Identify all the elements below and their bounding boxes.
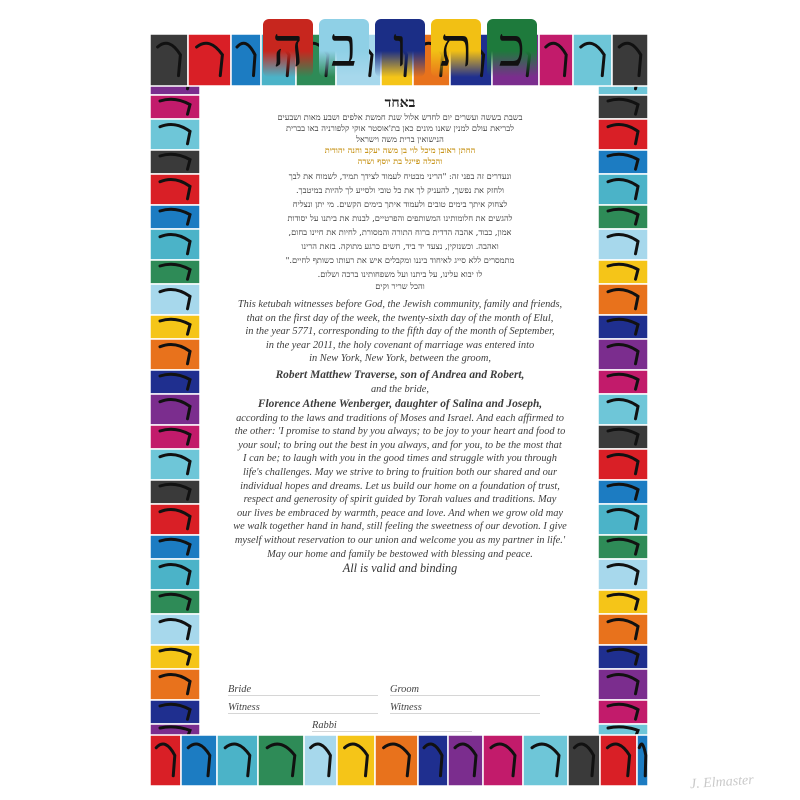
hebrew-line: ואהבה. וכשנזקין, נצעד יד ביד, חשים כרגע מתוקה. בזאת הרינו xyxy=(301,241,499,251)
border-block xyxy=(337,735,375,786)
english-closing: All is valid and binding xyxy=(342,561,458,576)
hebrew-line: להגשים את חלומותינו המשותפים והפרטיים, לבנות את ביתנו על יסודות xyxy=(287,213,513,223)
english-line: in the year 5771, corresponding to the fifth day of the month of September, xyxy=(245,326,555,338)
artist-signature: J. Elmaster xyxy=(689,772,755,793)
english-line: in the year 2011, the holy covenant of marriage was entered into xyxy=(265,339,535,351)
hebrew-title: באחד xyxy=(384,95,416,111)
bride-signature-label: Bride xyxy=(228,684,252,695)
border-block xyxy=(568,735,600,786)
groom-signature-line[interactable] xyxy=(390,684,540,696)
english-line: that on the first day of the week, the twenty-sixth day of the month of Elul, xyxy=(246,312,554,324)
border-block xyxy=(600,735,637,786)
hebrew-line: ולחזק את נפשך, להעניק לך את כל טובי ולסייע לך להיות במיטבך. xyxy=(295,185,505,195)
rabbi-label: Rabbi xyxy=(312,720,337,731)
witness-2-label: Witness xyxy=(390,702,422,713)
heading-letter: ת xyxy=(431,19,481,77)
english-line: individual hopes and dreams. Let us build our home on a foundation of trust, xyxy=(240,480,560,492)
border-block xyxy=(448,735,483,786)
english-line: life's challenges. May we strive to bring to fruition both our shared and our xyxy=(242,466,558,478)
english-line: May our home and family be bestowed with blessing and peace. xyxy=(267,548,533,560)
hebrew-line: ונעדרים זה בפני זה: "הריני מבטיח לעמוד לצידך תמיד, לשמוח את לבך xyxy=(288,171,512,181)
hebrew-line: לו יבוא עלינו, על ביתנו ועל משפחותינו ברכה ושלום. xyxy=(317,269,483,279)
english-line: I can be; to laugh with you in the good times and struggle with you through xyxy=(243,453,557,465)
border-block xyxy=(150,735,181,786)
english-line: our lives be embraced by warmth, peace and love. And when we grow old may xyxy=(236,507,564,519)
border-block xyxy=(483,735,523,786)
english-line: the other: 'I promise to stand by you always; to be joy to your heart and food to xyxy=(234,426,566,438)
heading-letter: ו xyxy=(375,19,425,77)
witness-1-signature-line[interactable] xyxy=(228,702,378,714)
english-line: your soul; to bring out the best in you always, and for you, to be the most that xyxy=(238,439,562,451)
english-line: according to the laws and traditions of Moses and Israel. And each affirmed to xyxy=(236,412,564,424)
hebrew-closing: והכל שריר וקים xyxy=(375,281,425,291)
border-block xyxy=(523,735,568,786)
border-block xyxy=(181,735,217,786)
english-line: This ketubah witnesses before God, the Jewish community, family and friends, xyxy=(237,299,563,310)
hebrew-groom-name: החתן ראובן מיכל לוי בן משה יעקב וחנה יהודית xyxy=(324,145,476,155)
border-block xyxy=(375,735,418,786)
ketubah-text xyxy=(208,94,592,576)
bride-name: Florence Athene Wenberger, daughter of Salina and Joseph, xyxy=(257,397,543,410)
hebrew-line: לבריאת עולם למנין שאנו מונים כאן בת'אוסטר אוקי קלפורניה באו בברית xyxy=(286,123,514,133)
hebrew-line: אמון, כבוד, אהבה הדדית ברוח התורה והמסורת, לחיות את חיינו בחום, xyxy=(288,227,512,237)
hebrew-line: הנישואין ברית משה וישראל xyxy=(356,134,444,144)
witness-1-label: Witness xyxy=(228,702,260,713)
border-block xyxy=(217,735,258,786)
heading-letter: ה xyxy=(263,19,313,77)
rabbi-signature-line[interactable] xyxy=(312,720,472,732)
border-block xyxy=(418,735,448,786)
english-line: respect and generosity of spirit guided by Torah values and traditions. May xyxy=(243,494,557,506)
bride-signature-line[interactable] xyxy=(228,684,378,696)
english-intro xyxy=(208,298,592,366)
hebrew-intro xyxy=(208,112,592,145)
hebrew-line: בשבת בששה ועשרים יום לחדש אלול שנת חמשת אלפים ושבע מאות ושבעים xyxy=(277,112,523,122)
ketubah-heading xyxy=(0,8,800,88)
hebrew-bride-name: והכלה פייגל בת יוסף ושרה xyxy=(357,156,443,166)
english-vows xyxy=(208,412,592,562)
hebrew-vows xyxy=(208,169,592,281)
heading-letter: כ xyxy=(487,19,537,77)
groom-signature-label: Groom xyxy=(390,684,420,695)
and-the-bride: and the bride, xyxy=(370,383,429,395)
hebrew-line: לצחוק איתך בימים טובים ולעמוד איתך בימים הקשים. מי יתן ונצליח xyxy=(292,199,508,209)
border-block xyxy=(304,735,337,786)
witness-2-signature-line[interactable] xyxy=(390,702,540,714)
english-line: we walk together hand in hand, still feeling the sweetness of our devotion. I give xyxy=(233,521,567,533)
heading-letter: ב xyxy=(319,19,369,77)
border-block xyxy=(258,735,304,786)
groom-name: Robert Matthew Traverse, son of Andrea and Robert, xyxy=(275,368,525,381)
english-line: myself without reservation to our union and welcome you as my partner in life.' xyxy=(234,534,566,546)
hebrew-line: מתמסרים ללא סייג לאיחוד ביננו ומקבלים איש את רעותו כשותף לחיים." xyxy=(285,255,515,265)
english-line: in New York, New York, between the groom, xyxy=(309,353,491,365)
